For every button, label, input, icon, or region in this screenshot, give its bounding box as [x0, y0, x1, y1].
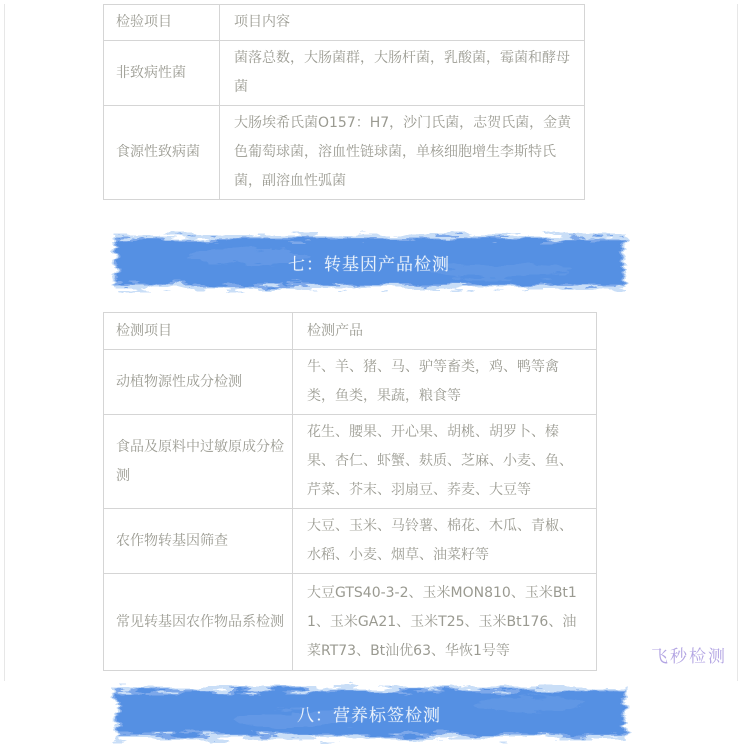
microbio-test-table: [103, 4, 585, 200]
page-left-border: [4, 4, 5, 681]
section-banner-gmo: [100, 226, 638, 298]
watermark-text: 飞秒检测: [651, 647, 727, 667]
content-cell: 大豆GTS40-3-2、玉米MON810、玉米Bt11、玉米GA21、玉米T25、玉米Bt176、油菜RT73、Bt汕优63、华恢1号等: [293, 574, 597, 671]
table-row: [104, 41, 585, 106]
item-cell: 食品及原料中过敏原成分检测: [104, 415, 293, 509]
item-cell: 非致病性菌: [104, 41, 220, 106]
item-cell: 农作物转基因筛查: [104, 509, 293, 574]
gmo-test-table: [103, 312, 597, 671]
header-cell-item: 检测项目: [104, 313, 293, 350]
content-cell: 牛、羊、猪、马、驴等畜类，鸡、鸭等禽类，鱼类，果蔬，粮食等: [293, 350, 597, 415]
section-banner-title: 八：营养标签检测: [297, 705, 441, 726]
item-cell: 常见转基因农作物品系检测: [104, 574, 293, 671]
content-cell: 花生、腰果、开心果、胡桃、胡罗卜、榛果、杏仁、虾蟹、麸质、芝麻、小麦、鱼、芹菜、芥末、羽扇豆、荞麦、大豆等: [293, 415, 597, 509]
section-banner-title: 七：转基因产品检测: [288, 254, 450, 275]
content-cell: 大豆、玉米、马铃薯、棉花、木瓜、青椒、水稻、小麦、烟草、油菜籽等: [293, 509, 597, 574]
page-right-border: [737, 4, 738, 681]
table-row: [104, 106, 585, 200]
table-row: [104, 350, 597, 415]
header-cell-content: 项目内容: [220, 5, 585, 41]
item-cell: 动植物源性成分检测: [104, 350, 293, 415]
header-cell-product: 检测产品: [293, 313, 597, 350]
table-header-row: [104, 5, 585, 41]
item-cell: 食源性致病菌: [104, 106, 220, 200]
section-banner-nutrition: [100, 679, 638, 747]
content-cell: 大肠埃希氏菌O157：H7，沙门氏菌，志贺氏菌，金黄色葡萄球菌，溶血性链球菌，单核细胞增生李斯特氏菌，副溶血性弧菌: [220, 106, 585, 200]
header-cell-item: 检验项目: [104, 5, 220, 41]
table-header-row: [104, 313, 597, 350]
table-row: [104, 509, 597, 574]
table-row: [104, 415, 597, 509]
page: [0, 4, 740, 726]
table-row: [104, 574, 597, 671]
content-cell: 菌落总数，大肠菌群，大肠杆菌，乳酸菌，霉菌和酵母菌: [220, 41, 585, 106]
